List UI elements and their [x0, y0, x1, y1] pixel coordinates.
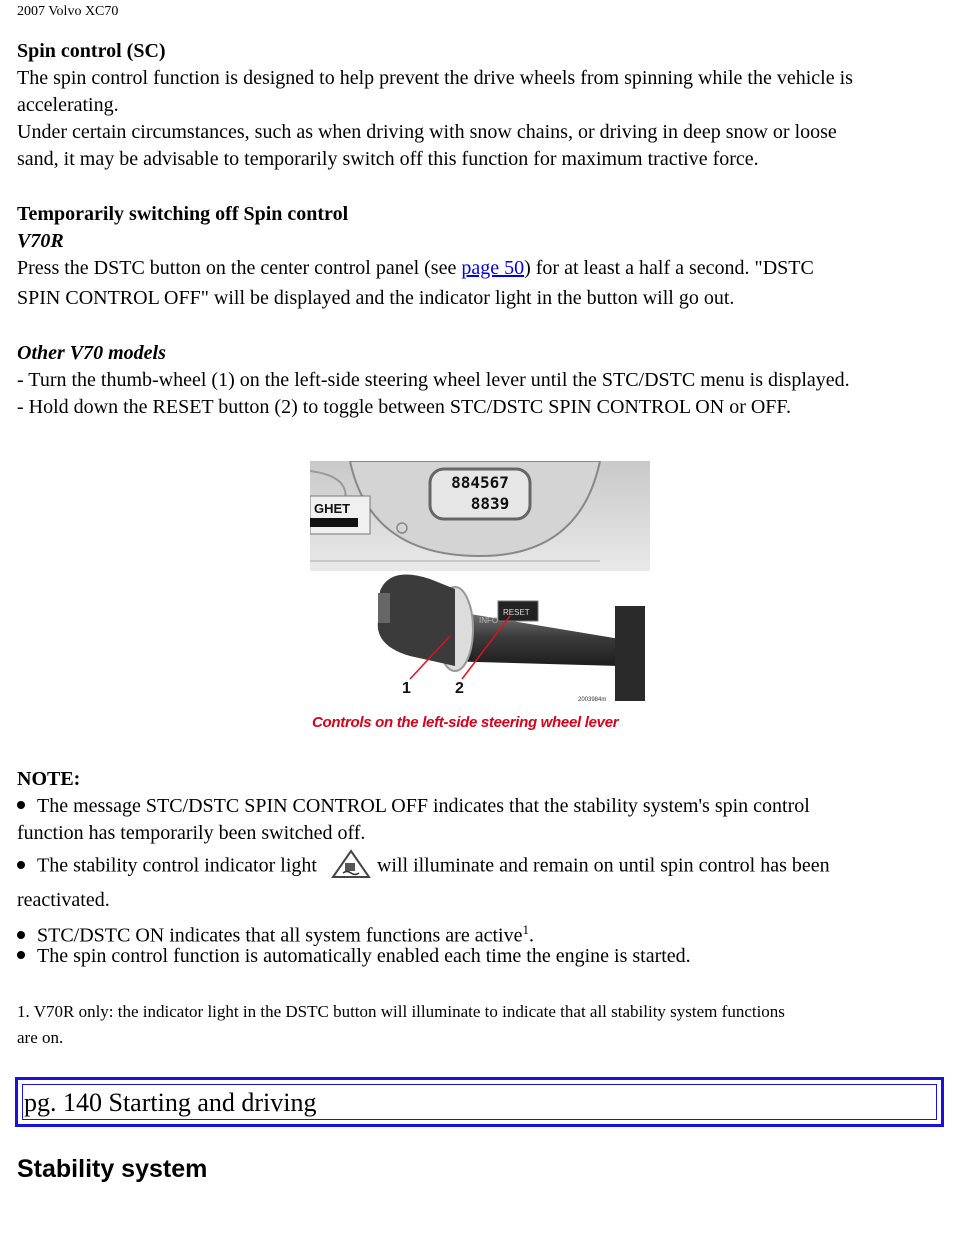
odometer-top-value: 884567: [451, 473, 509, 492]
list-item-continuation: function has temporarily been switched off.: [17, 822, 366, 844]
bullet-dot: [17, 861, 25, 869]
steering-lever-illustration: [310, 461, 650, 739]
callout-2: 2: [455, 680, 464, 697]
figure-caption: Controls on the left-side steering wheel lever: [312, 714, 619, 731]
text-segment: Press the DSTC button on the center control panel (see: [17, 257, 462, 279]
lever-reset-label: RESET: [503, 608, 530, 617]
footnote-text: V70R only: the indicator light in the DSTC button will illuminate to indicate that all stability system functions: [33, 1002, 785, 1021]
list-item-continuation: reactivated.: [17, 889, 110, 911]
paragraph-line: - Turn the thumb-wheel (1) on the left-side steering wheel lever until the STC/DSTC menu is displayed.: [17, 369, 850, 391]
list-item-text: The spin control function is automatically enabled each time the engine is started.: [37, 945, 691, 967]
paragraph-line: [17, 255, 814, 282]
list-item: [17, 943, 691, 970]
list-item-text: will illuminate and remain on until spin control has been: [376, 854, 830, 877]
image-code: 2003984m: [578, 697, 607, 703]
steering-column: [615, 606, 645, 701]
page-50-link[interactable]: page 50: [461, 257, 525, 279]
paragraph-line: - Hold down the RESET button (2) to toggle between STC/DSTC SPIN CONTROL ON or OFF.: [17, 396, 791, 418]
list-item-text: .: [528, 924, 534, 947]
odometer-bottom-value: 8839: [470, 494, 510, 513]
bullet-dot: [17, 951, 25, 959]
list-item-text: The stability control indicator light: [37, 854, 317, 877]
side-panel-text: GHET: [314, 501, 351, 516]
list-item-text: The message STC/DSTC SPIN CONTROL OFF indicates that the stability system's spin control: [37, 795, 810, 817]
footnote-ref: 1: [522, 922, 529, 937]
heading-spin-control: Spin control (SC): [17, 40, 166, 62]
page-section-title: pg. 140 Starting and driving: [24, 1088, 317, 1117]
subheading-other-v70-models: Other V70 models: [17, 342, 166, 364]
illustration-svg: [310, 461, 650, 739]
paragraph-line: Under certain circumstances, such as when driving with snow chains, or driving in deep snow or loose: [17, 121, 837, 143]
bullet-dot: [17, 931, 25, 939]
lever-info-label: INFO: [479, 616, 499, 625]
callout-1: 1: [402, 680, 411, 697]
footnote-line: [17, 999, 785, 1025]
list-item-text: STC/DSTC ON indicates that all system functions are active: [37, 924, 523, 947]
document-header: 2007 Volvo XC70: [17, 4, 119, 19]
footnote-number: 1.: [17, 1002, 30, 1021]
text-segment: ) for at least a half a second. "DSTC: [524, 257, 814, 279]
footnote-line: are on.: [17, 1028, 64, 1047]
note-heading: NOTE:: [17, 768, 81, 790]
heading-temporarily-switching-off: Temporarily switching off Spin control: [17, 203, 349, 225]
paragraph-line: The spin control function is designed to help prevent the drive wheels from spinning while the vehicle is: [17, 67, 853, 89]
bullet-dot: [17, 801, 25, 809]
next-section-title: Stability system: [17, 1155, 208, 1183]
list-item: [17, 793, 810, 820]
paragraph-line: accelerating.: [17, 94, 119, 116]
paragraph-line: SPIN CONTROL OFF" will be displayed and the indicator light in the button will go out.: [17, 287, 735, 309]
stability-warning-icon: [331, 849, 371, 879]
list-item: [17, 852, 830, 882]
paragraph-line: sand, it may be advisable to temporarily switch off this function for maximum tractive force.: [17, 148, 759, 170]
subheading-v70r: V70R: [17, 230, 64, 252]
page-section-box: [15, 1077, 944, 1127]
